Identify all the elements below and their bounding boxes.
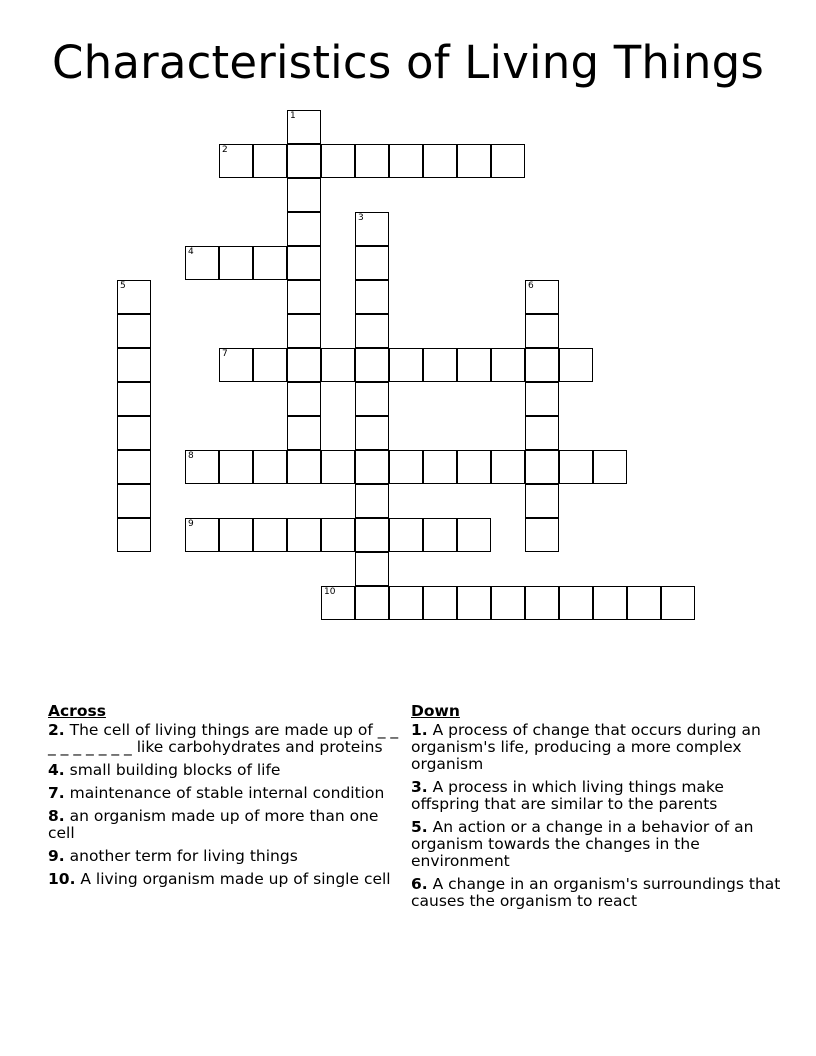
page-title: Characteristics of Living Things (52, 36, 764, 89)
grid-cell[interactable] (491, 450, 525, 484)
across-heading: Across (48, 702, 106, 720)
grid-cell[interactable] (219, 246, 253, 280)
grid-cell[interactable] (355, 484, 389, 518)
grid-cell[interactable] (389, 144, 423, 178)
grid-cell[interactable] (219, 518, 253, 552)
clue-down-6: 6. A change in an organism's surroundings that causes the organism to react (411, 875, 781, 910)
grid-cell[interactable] (355, 416, 389, 450)
grid-cell[interactable] (423, 450, 457, 484)
grid-cell[interactable] (117, 484, 151, 518)
grid-cell[interactable] (185, 246, 219, 280)
grid-cell[interactable] (219, 144, 253, 178)
clue-number: 5 (120, 281, 126, 291)
grid-cell[interactable] (355, 552, 389, 586)
grid-cell[interactable] (525, 518, 559, 552)
grid-cell[interactable] (525, 314, 559, 348)
clue-number: 3 (358, 213, 364, 223)
grid-cell[interactable] (253, 518, 287, 552)
grid-cell[interactable] (287, 246, 321, 280)
clue-across-9: 9. another term for living things (48, 847, 298, 865)
grid-cell[interactable] (525, 416, 559, 450)
grid-cell[interactable] (525, 586, 559, 620)
grid-cell[interactable] (321, 144, 355, 178)
grid-cell[interactable] (287, 450, 321, 484)
clue-across-10: 10. A living organism made up of single cell (48, 870, 391, 888)
across-clues (48, 701, 408, 894)
grid-cell[interactable] (287, 314, 321, 348)
grid-cell[interactable] (355, 450, 389, 484)
grid-cell[interactable] (559, 586, 593, 620)
grid-cell[interactable] (457, 518, 491, 552)
grid-cell[interactable] (389, 586, 423, 620)
grid-cell[interactable] (423, 348, 457, 382)
grid-cell[interactable] (423, 144, 457, 178)
grid-cell[interactable] (491, 586, 525, 620)
grid-cell[interactable] (593, 450, 627, 484)
grid-cell[interactable] (321, 518, 355, 552)
grid-cell[interactable] (355, 246, 389, 280)
clue-down-3: 3. A process in which living things make offspring that are similar to the parents (411, 778, 724, 813)
grid-cell[interactable] (117, 314, 151, 348)
clue-across-7: 7. maintenance of stable internal condition (48, 784, 385, 802)
grid-cell[interactable] (117, 450, 151, 484)
clue-across-2: 2. The cell of living things are made up of _ _ _ _ _ _ _ _ _ like carbohydrates and proteins (48, 721, 399, 756)
grid-cell[interactable] (355, 382, 389, 416)
grid-cell[interactable] (117, 280, 151, 314)
grid-cell[interactable] (287, 348, 321, 382)
grid-cell[interactable] (457, 586, 491, 620)
grid-cell[interactable] (287, 212, 321, 246)
grid-cell[interactable] (593, 586, 627, 620)
grid-cell[interactable] (525, 348, 559, 382)
grid-cell[interactable] (117, 348, 151, 382)
grid-cell[interactable] (457, 348, 491, 382)
grid-cell[interactable] (525, 450, 559, 484)
grid-cell[interactable] (287, 144, 321, 178)
clue-number: 1 (290, 111, 296, 121)
grid-cell[interactable] (219, 348, 253, 382)
down-heading: Down (411, 702, 460, 720)
clue-number: 9 (188, 519, 194, 529)
grid-cell[interactable] (661, 586, 695, 620)
grid-cell[interactable] (287, 416, 321, 450)
grid-cell[interactable] (117, 382, 151, 416)
grid-cell[interactable] (185, 450, 219, 484)
grid-cell[interactable] (253, 144, 287, 178)
grid-cell[interactable] (423, 518, 457, 552)
clue-number: 7 (222, 349, 228, 359)
grid-cell[interactable] (117, 518, 151, 552)
grid-cell[interactable] (389, 518, 423, 552)
grid-cell[interactable] (559, 450, 593, 484)
grid-cell[interactable] (355, 144, 389, 178)
clue-number: 6 (528, 281, 534, 291)
clue-number: 2 (222, 145, 228, 155)
grid-cell[interactable] (355, 518, 389, 552)
clue-number: 8 (188, 451, 194, 461)
grid-cell[interactable] (525, 484, 559, 518)
grid-cell[interactable] (287, 178, 321, 212)
grid-cell[interactable] (253, 246, 287, 280)
grid-cell[interactable] (287, 518, 321, 552)
clue-across-8: 8. an organism made up of more than one cell (48, 807, 379, 842)
grid-cell[interactable] (491, 144, 525, 178)
grid-cell[interactable] (559, 348, 593, 382)
grid-cell[interactable] (627, 586, 661, 620)
grid-cell[interactable] (355, 348, 389, 382)
down-clues (411, 701, 781, 916)
grid-cell[interactable] (355, 586, 389, 620)
clue-number: 10 (324, 587, 336, 597)
grid-cell[interactable] (457, 144, 491, 178)
grid-cell[interactable] (287, 382, 321, 416)
grid-cell[interactable] (355, 212, 389, 246)
grid-cell[interactable] (321, 348, 355, 382)
clue-down-1: 1. A process of change that occurs during an organism's life, producing a more complex organism (411, 721, 761, 773)
clue-number: 4 (188, 247, 194, 257)
grid-cell[interactable] (253, 348, 287, 382)
grid-cell[interactable] (525, 280, 559, 314)
grid-cell[interactable] (287, 280, 321, 314)
grid-cell[interactable] (117, 416, 151, 450)
grid-cell[interactable] (321, 450, 355, 484)
grid-cell[interactable] (287, 110, 321, 144)
grid-cell[interactable] (355, 314, 389, 348)
grid-cell[interactable] (389, 348, 423, 382)
grid-cell[interactable] (491, 348, 525, 382)
clue-down-5: 5. An action or a change in a behavior of an organism towards the changes in the environment (411, 818, 754, 870)
grid-cell[interactable] (219, 450, 253, 484)
grid-cell[interactable] (457, 450, 491, 484)
grid-cell[interactable] (253, 450, 287, 484)
grid-cell[interactable] (423, 586, 457, 620)
grid-cell[interactable] (525, 382, 559, 416)
grid-cell[interactable] (389, 450, 423, 484)
clue-across-4: 4. small building blocks of life (48, 761, 281, 779)
grid-cell[interactable] (355, 280, 389, 314)
grid-cell[interactable] (185, 518, 219, 552)
grid-cell[interactable] (321, 586, 355, 620)
